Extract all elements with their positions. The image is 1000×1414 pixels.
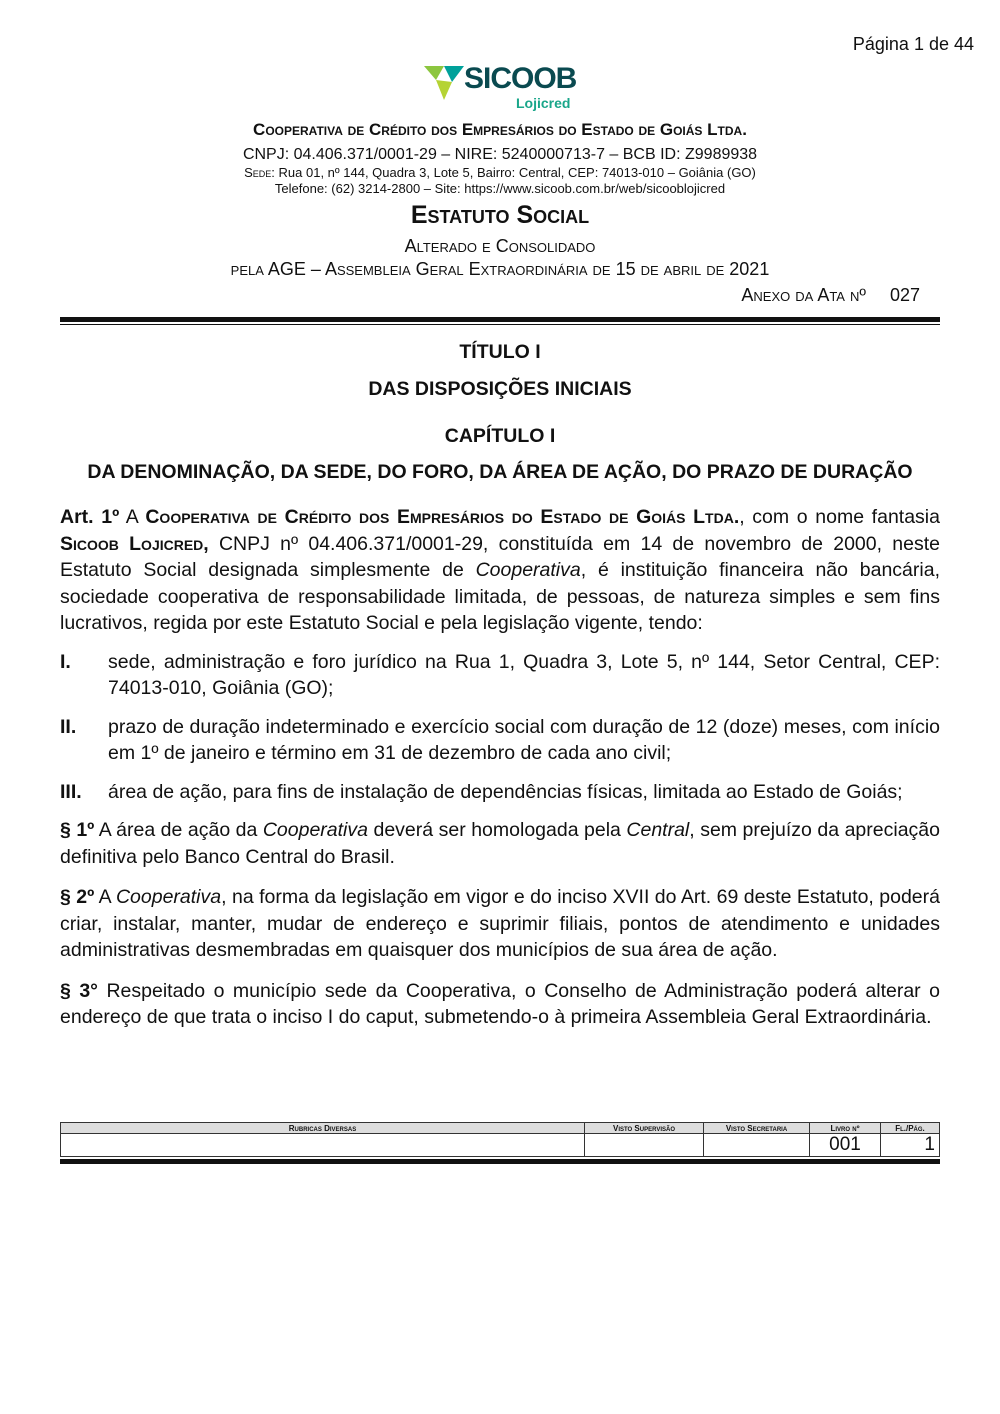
age-line: pela AGE – Assembleia Geral Extraordinária de 15 de abril de 2021 [230,259,770,279]
anexo-label: Anexo da Ata nº [741,285,866,305]
document-subtitle: Alterado e Consolidado [404,236,596,256]
t: , com o nome fantasia [739,506,940,528]
header-rubricas: Rubricas Diversas [61,1123,585,1134]
list-item [60,649,940,702]
t: A [94,886,116,908]
header-secretaria: Visto Secretaria [704,1123,810,1134]
header-folha: Fl./Pág. [881,1123,940,1134]
t: , é instituição financeira não bancária, sociedade cooperativa de responsabilidade limitada, de pessoas, de natureza simples e sem fins lucrativos, regida por este Estatuto Social e pela legislação vigente, tendo: [60,559,940,634]
logo-brand: SICOOB [464,62,577,95]
label: § 3° [60,979,98,1002]
roman: II. [60,715,77,738]
item-text: prazo de duração indeterminado e exercício social com duração de 12 (doze) meses, com início em 1º de janeiro e término em 31 de dezembro de cada ano civil; [108,715,940,764]
logo-triangle-icon [424,66,464,100]
titulo: TÍTULO I [459,341,541,363]
t: Respeitado o município sede da Cooperativa, o Conselho de Administração poderá alterar o endereço de que trata o inciso I do caput, submetendo-o à primeira Assembleia Geral Extraordinária. [60,979,940,1028]
rubricas-cell [61,1134,585,1157]
label: § 2º [60,886,95,908]
header-rule-thin [60,324,940,325]
sede: Rua 01, nº 144, Quadra 3, Lote 5, Bairro: Central, CEP: 74013-010 – Goiânia (GO) [274,165,756,180]
paragraph-1 [60,817,940,870]
list-item [60,779,940,806]
company-contact: Telefone: (62) 3214-2800 – Site: https://www.sicoob.com.br/web/sicooblojicred [274,181,726,196]
header-livro: Livro nº [810,1123,881,1134]
secretaria-cell [704,1134,810,1157]
t: deverá ser homologada pela [368,819,627,841]
titulo-name: DAS DISPOSIÇÕES INICIAIS [368,378,632,400]
logo-sub: Lojicred [516,95,571,111]
paragraph-2 [60,884,940,964]
art-label: Art. 1º [60,506,120,528]
item-text: sede, administração e foro jurídico na Rua 1, Quadra 3, Lote 5, nº 144, Setor Central, CEP: 74013-010, Goiânia (GO); [108,650,940,699]
body-text [60,504,940,1043]
folha-value: 1 [881,1134,940,1157]
company-address [0,165,1000,180]
t: Cooperativa [475,559,581,581]
t: Cooperativa [262,819,368,841]
footer-rule [60,1159,940,1164]
t: A área de ação da [94,819,263,841]
company-ids: CNPJ: 04.406.371/0001-29 – NIRE: 5240000713-7 – BCB ID: Z9989938 [242,146,758,163]
t: , na forma da legislação em vigor e do inciso XVII do Art. 69 deste Estatuto, poderá criar, instalar, manter, mudar de endereço e suprimir filiais, pontos de atendimento e unidades administrativas desmembradas em quaisquer dos municípios de sua área de ação. [60,886,940,961]
header-supervisao: Visto Supervisão [585,1123,704,1134]
roman: I. [60,650,71,673]
paragraph-3 [60,978,940,1031]
anexo-num: 027 [889,285,920,305]
supervisao-cell [585,1134,704,1157]
sicoob-logo [424,64,584,114]
header-rule [60,317,940,322]
page-indicator: Página 1 de 44 [852,34,974,54]
label: § 1º [60,819,95,841]
company-name: Cooperativa de Crédito dos Empresários do Estado de Goiás Ltda. [253,120,747,139]
item-text: área de ação, para fins de instalação de dependências físicas, limitada ao Estado de Goiás; [108,780,903,803]
t: Cooperativa [115,886,222,908]
company-ref: Cooperativa de Crédito dos Empresários do Estado de Goiás Ltda. [145,506,740,528]
art-1 [60,504,940,637]
capitulo: CAPÍTULO I [444,425,556,447]
document-title: Estatuto Social [410,201,590,229]
anexo [741,285,920,306]
t: Central [626,819,690,841]
fantasy-name: Sicoob Lojicred, [60,532,209,555]
roman: III. [60,780,82,803]
sede-label: Sede: [244,165,275,180]
footer-table [60,1122,940,1157]
t: A [119,506,146,528]
livro-value: 001 [810,1134,881,1157]
capitulo-name: DA DENOMINAÇÃO, DA SEDE, DO FORO, DA ÁREA DE AÇÃO, DO PRAZO DE DURAÇÃO [87,461,913,483]
list-item [60,714,940,767]
t: CNPJ nº 04.406.371/0001-29, constituída em 14 de novembro de 2000, neste Estatuto Social designada simplesmente de [60,532,940,581]
t: , sem prejuízo da apreciação definitiva pelo Banco Central do Brasil. [60,819,940,868]
